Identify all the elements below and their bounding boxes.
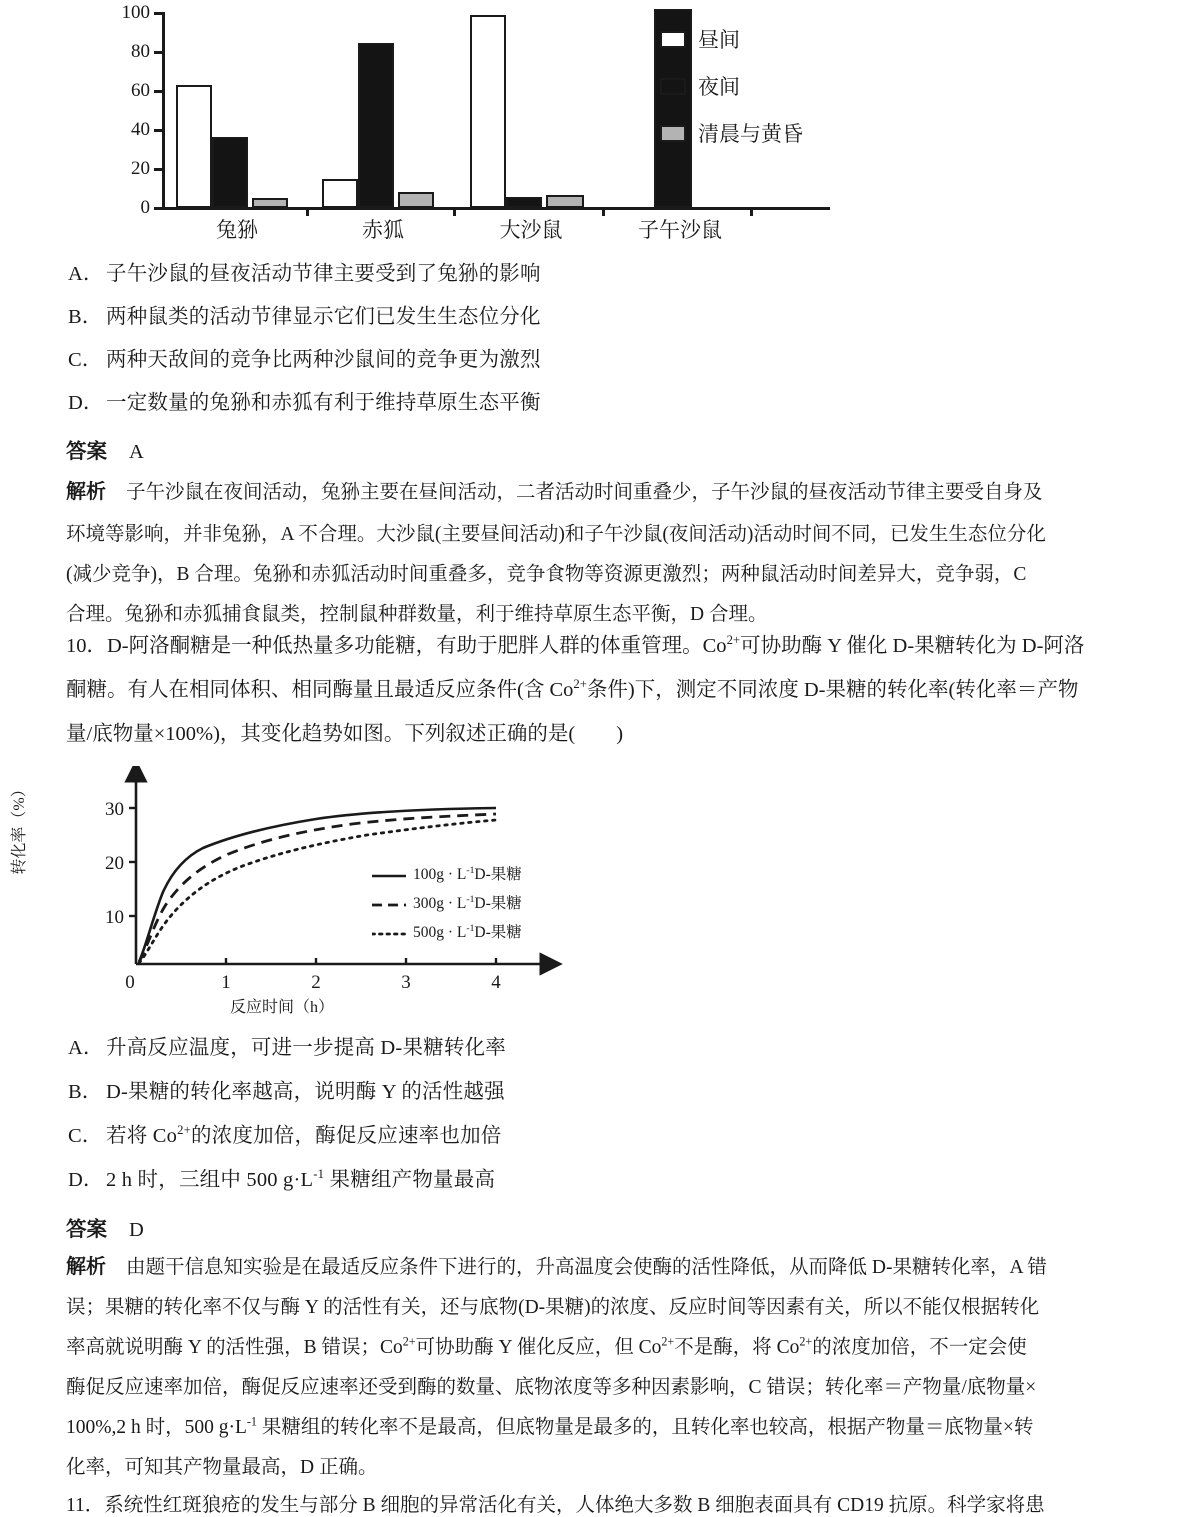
- line-legend-label-300g: $300g \cdot L^{-1}D-$果糖: [413, 893, 522, 912]
- q10-option-a-text: 升高反应温度，可进一步提高 D-果糖转化率: [106, 1037, 506, 1059]
- q10-explanation-line-5: 100%,2 h 时，500 $g\cdot L^{-1}$ 果糖组的转化率不是最高，但底物量是最多的，且转化率也较高，根据产物量＝底物量×转: [66, 1414, 1034, 1438]
- line-legend-label-500g: $500g \cdot L^{-1}D-$果糖: [413, 922, 522, 941]
- q10-explanation-line-2: 误；果糖的转化率不仅与酶 Y 的活性有关，还与底物(D-果糖)的浓度、反应时间等因素有关，所以不能仅根据转化: [66, 1297, 1040, 1318]
- line-legend-label-100g: $100g \cdot L^{-1}D-$果糖: [413, 864, 522, 883]
- q9-explanation-line-1: [66, 475, 1146, 504]
- svg-text:20: 20: [105, 853, 124, 874]
- bar-group-chihu: [318, 12, 448, 208]
- legend-dotted-line-icon: [372, 926, 406, 936]
- q9-explanation-line-3: (减少竞争)，B 合理。兔狲和赤狐活动时间重叠多，竞争食物等资源更激烈；两种鼠活动时间差异大，竞争弱，C: [66, 564, 1027, 585]
- q9-answer-row: [66, 434, 144, 464]
- bar-y-tick-0: [154, 207, 163, 210]
- bar-tushen-night: [212, 137, 248, 208]
- svg-text:1: 1: [221, 972, 231, 993]
- q11-stem-line-1: 11．系统性红斑狼疮的发生与部分 B 细胞的异常活化有关，人体绝大多数 B 细胞表面具有 CD19 抗原。科学家将患: [66, 1495, 1045, 1516]
- q10-explanation-label: 解析: [66, 1256, 106, 1278]
- bar-chihu-night: [358, 43, 394, 208]
- line-legend-item-500g: [372, 920, 522, 942]
- q10-option-b-lead: B．: [68, 1081, 103, 1103]
- q10-option-b: [68, 1082, 505, 1103]
- q10-option-a-lead: A．: [68, 1037, 104, 1059]
- q10-option-c-text: 若将 $Co^{2+}$的浓度加倍，酶促反应速率也加倍: [106, 1123, 502, 1147]
- legend-swatch-dawn-dusk-icon: [660, 125, 686, 142]
- legend-swatch-night-icon: [660, 78, 686, 95]
- bar-x-tick-1: [306, 207, 309, 216]
- bar-dashashu-dawn: [546, 195, 584, 208]
- q9-explanation-line-2: 环境等影响，并非兔狲，A 不合理。大沙鼠(主要昼间活动)和子午沙鼠(夜间活动)活动时间不同，已发生生态位分化: [66, 524, 1046, 545]
- q10-answer-label: 答案: [66, 1219, 107, 1241]
- legend-solid-line-icon: [372, 868, 406, 878]
- q9-option-a-lead: A．: [68, 263, 104, 285]
- bar-chart-y-axis: [162, 12, 165, 209]
- bar-chihu-day: [322, 179, 358, 208]
- q9-explanation-line-4: 合理。兔狲和赤狐捕食鼠类，控制鼠种群数量，利于维持草原生态平衡，D 合理。: [66, 604, 768, 625]
- q10-option-d-text: 2 h 时，三组中 500 $g\cdot L^{-1}$ 果糖组产物量最高: [106, 1167, 496, 1191]
- bar-x-tick-3: [602, 207, 605, 216]
- bar-tushen-dawn: [252, 198, 288, 208]
- legend-label-night: 夜间: [698, 75, 740, 99]
- bar-y-label-40: 40: [131, 119, 150, 140]
- bar-category-label-ziwushashu: 子午沙鼠: [638, 218, 722, 242]
- bar-legend-item-dawn-dusk: [660, 118, 803, 148]
- q9-option-c-text: 两种天敌间的竞争比两种沙鼠间的竞争更为激烈: [106, 349, 541, 371]
- bar-y-label-100: 100: [121, 2, 150, 23]
- q9-explanation-text-1: 子午沙鼠在夜间活动，兔狲主要在昼间活动，二者活动时间重叠少，子午沙鼠的昼夜活动节律主要受自身及: [126, 482, 1043, 503]
- q9-option-b: [68, 307, 541, 328]
- q10-explanation-line-3: 率高就说明酶 Y 的活性强，B 错误；$Co^{2+}$可协助酶 Y 催化反应，但 $Co^{2+}$不是酶，将 $Co^{2+}$的浓度加倍，不一定会使: [66, 1334, 1027, 1358]
- svg-text:4: 4: [491, 972, 501, 993]
- q10-option-d: [68, 1167, 496, 1191]
- q9-option-d: [68, 393, 541, 414]
- q10-explanation-line-4: 酶促反应速率加倍，酶促反应速率还受到酶的数量、底物浓度等多种因素影响，C 错误；转化率＝产物量/底物量×: [66, 1377, 1037, 1398]
- svg-text:30: 30: [105, 799, 124, 820]
- bar-x-tick-4: [750, 207, 753, 216]
- bar-group-tushen: [172, 12, 302, 208]
- q9-option-b-lead: B．: [68, 306, 103, 328]
- bar-y-tick-60: [154, 90, 163, 93]
- bar-y-label-0: 0: [140, 197, 150, 218]
- legend-dashed-line-icon: [372, 897, 406, 907]
- q9-answer-value: A: [129, 441, 144, 463]
- bar-category-label-chihu: 赤狐: [362, 218, 404, 242]
- q10-option-d-lead: D．: [68, 1169, 104, 1191]
- bar-dashashu-night: [506, 197, 542, 208]
- q9-option-c-lead: C．: [68, 349, 103, 371]
- legend-label-day: 昼间: [698, 28, 740, 52]
- q9-option-d-lead: D．: [68, 392, 104, 414]
- bar-legend-item-night: [660, 71, 803, 101]
- line-chart-x-axis-label: 反应时间（h）: [229, 999, 334, 1016]
- line-chart-legend: [372, 862, 522, 949]
- activity-frequency-bar-chart: [60, 0, 850, 250]
- svg-text:2: 2: [311, 972, 321, 993]
- bar-y-tick-20: [154, 168, 163, 171]
- q9-option-d-text: 一定数量的兔狲和赤狐有利于维持草原生态平衡: [106, 392, 541, 414]
- q10-answer-row: [66, 1212, 144, 1242]
- bar-y-label-80: 80: [131, 41, 150, 62]
- q9-option-a: [68, 264, 541, 285]
- q10-explanation-line-6: 化率，可知其产物量最高，D 正确。: [66, 1457, 378, 1478]
- q10-stem-line-3: 量/底物量×100%)，其变化趋势如图。下列叙述正确的是( ): [66, 723, 624, 745]
- q10-answer-value: D: [129, 1219, 144, 1241]
- line-legend-item-300g: [372, 891, 522, 913]
- bar-y-tick-80: [154, 51, 163, 54]
- bar-x-tick-2: [453, 207, 456, 216]
- svg-text:3: 3: [401, 972, 411, 993]
- conversion-rate-line-chart: [11, 766, 592, 1024]
- bar-chart-legend: [660, 24, 803, 165]
- q10-option-c: [68, 1123, 502, 1147]
- legend-swatch-day-icon: [660, 31, 686, 48]
- line-chart-y-axis-label: 转化率（%）: [11, 781, 28, 875]
- bar-chihu-dawn: [398, 192, 434, 208]
- line-legend-item-100g: [372, 862, 522, 884]
- q9-option-a-text: 子午沙鼠的昼夜活动节律主要受到了兔狲的影响: [106, 263, 541, 285]
- bar-y-tick-100: [154, 12, 163, 15]
- q10-stem-line-2: 酮糖。有人在相同体积、相同酶量且最适反应条件(含 $Co^{2+}$条件)下，测定不同浓度 D-果糖的转化率(转化率＝产物: [66, 677, 1079, 701]
- q9-answer-label: 答案: [66, 441, 107, 463]
- q9-option-b-text: 两种鼠类的活动节律显示它们已发生生态位分化: [106, 306, 541, 328]
- q10-option-c-lead: C．: [68, 1125, 103, 1147]
- q10-option-a: [68, 1038, 506, 1059]
- q10-option-b-text: D-果糖的转化率越高，说明酶 Y 的活性越强: [106, 1081, 505, 1103]
- bar-y-tick-40: [154, 129, 163, 132]
- bar-dashashu-day: [470, 15, 506, 208]
- bar-y-label-60: 60: [131, 80, 150, 101]
- svg-text:10: 10: [105, 907, 124, 928]
- q9-explanation-label: 解析: [66, 481, 106, 503]
- q10-explanation-line-1: [66, 1250, 1148, 1279]
- q9-option-c: [68, 350, 541, 371]
- bar-category-label-tushen: 兔狲: [216, 218, 258, 242]
- bar-tushen-day: [176, 85, 212, 208]
- bar-y-label-20: 20: [131, 158, 150, 179]
- legend-label-dawn-dusk: 清晨与黄昏: [698, 122, 803, 146]
- q10-explanation-text-1: 由题干信息知实验是在最适反应条件下进行的，升高温度会使酶的活性降低，从而降低 D-果糖转化率，A 错: [126, 1257, 1047, 1278]
- svg-text:0: 0: [125, 972, 135, 993]
- bar-group-dashashu: [466, 12, 596, 208]
- q10-stem-line-1: 10．D-阿洛酮糖是一种低热量多功能糖，有助于肥胖人群的体重管理。$Co^{2+}$可协助酶 Y 催化 D-果糖转化为 D-阿洛: [66, 633, 1085, 657]
- bar-legend-item-day: [660, 24, 803, 54]
- bar-category-label-dashashu: 大沙鼠: [499, 218, 563, 242]
